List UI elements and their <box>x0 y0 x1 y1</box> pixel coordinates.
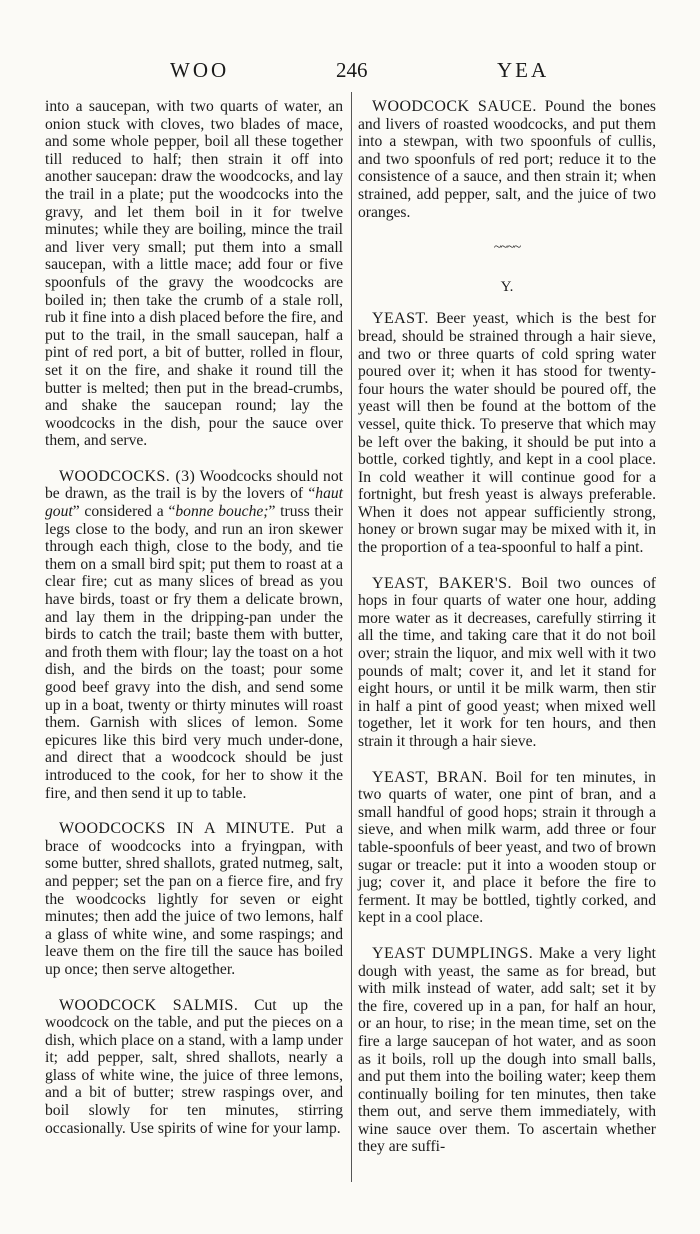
section-letter: Y. <box>500 278 514 295</box>
header-left-guideword: WOO <box>170 58 230 82</box>
header-right-guideword: YEA <box>497 58 550 82</box>
recipe-heading: WOODCOCK SAUCE. <box>372 98 537 115</box>
recipe-heading: YEAST DUMPLINGS. <box>372 944 534 962</box>
ornamental-divider: ~~~~ <box>493 240 521 256</box>
page-number: 246 <box>336 58 368 82</box>
recipe-heading: YEAST, BRAN. <box>372 768 488 786</box>
recipe-continuation: into a saucepan, with two quarts of water, an onion stuck with cloves, two blades of mace, and some whole pepper, boil all these together till reduced to half; then strain it off into another saucepan: draw the woodcocks, and lay the trail in a plate; put the woodcocks into the gravy, and let them boil in it for twelve minutes; while they are boiling, mince the trail and liver very small; put them into a small saucepan, with a little mace; add four or five spoonfuls of the gravy the woodcocks are boiled in; then take the crumb of a stale roll, rub it fine into a dish placed before the fire, and put to the trail, in the small saucepan, half a pint of red port, a bit of butter, rolled in flour, set it on the fire, and shake it round till the butter is melted; then put in the bread-crumbs, and shake the saucepan round; lay the woodcocks in the dish, pour the sauce over them, and serve. <box>45 98 343 450</box>
recipe-woodcocks-3: WOODCOCKS. (3) Woodcocks should not be drawn, as the trail is by the lovers of “haut gout” considered a “bonne bouche;” truss their legs close to the body, and run an iron skewer through each thigh, close to the body, and tie them on a small bird spit; put them to roast at a clear fire; cut as many slices of bread as you have birds, toast or fry them a delicate brown, and lay them in the dripping-pan under the birds to catch the trail; baste them with butter, and froth them with flour; lay the toast on a hot dish, and the birds on the toast; pour some good beef gravy into the dish, and send some up in a boat, twenty or thirty minutes will roast them. Garnish with slices of lemon. Some epicures like this bird very much under-done, and direct that a woodcock should be just introduced to the cook, for her to show it the fire, and then send it up to table. <box>45 467 343 802</box>
recipe-yeast-bran: YEAST, BRAN. Boil for ten minutes, in two quarts of water, one pint of bran, and a small handful of good hops; strain it through a sieve, and when milk warm, add three or four table-spoonfuls of beer yeast, and two of brown sugar or treacle: put it into a wooden stoup or jug; cover it, and place it before the fire to ferment. It may be bottled, tightly corked, and kept in a cool place. <box>358 768 656 927</box>
recipe-yeast-bakers: YEAST, BAKER'S. Boil two ounces of hops in four quarts of water one hour, adding more water as it decreases, carefully stirring it all the time, and taking care that it do not boil over; strain the liquor, and mix well with it two pounds of malt; cover it, and let it stand for eight hours, or until it be milk warm, then stir in half a pint of good yeast; when mixed well together, let it work for ten hours, and then strain it through a hair sieve. <box>358 574 657 750</box>
recipe-woodcocks-in-a-minute: WOODCOCKS IN A MINUTE. Put a brace of woodcocks into a fryingpan, with some butter, shred shallots, grated nutmeg, salt, and pepper; set the pan on a fierce fire, and fry the woodcocks lightly for seven or eight minutes; then add the juice of two lemons, half a glass of white wine, and some raspings; and leave them on the fire till the sauce has boiled up once; then serve altogether. <box>45 820 343 978</box>
running-header <box>0 58 700 88</box>
recipe-heading: YEAST. <box>372 310 429 328</box>
left-column <box>45 98 343 1155</box>
recipe-yeast-dumplings: YEAST DUMPLINGS. Make a very light dough with yeast, the same as for bread, but with milk instead of water, add salt; set it by the fire, covered up in a pan, for half an hour, or an hour, to rise; in the mean time, set on the fire a large saucepan of hot water, and as soon as it boils, roll up the dough into small balls, and put them into the boiling water; keep them continually boiling for ten minutes, then take them out, and serve them immediately, with wine sauce over them. To ascertain whether they are suffi- <box>358 944 656 1156</box>
recipe-heading: WOODCOCK SALMIS. <box>59 996 239 1014</box>
right-column <box>358 98 656 1174</box>
recipe-yeast: YEAST. Beer yeast, which is the best for bread, should be strained through a hair sieve, and two or three quarts of cold spring water poured over it; when it has stood for twenty-four hours the water should be poured off, the yeast will then be found at the bottom of the vessel, quite thick. To preserve that which may be left over the baking, it should be put into a bottle, corked tightly, and kept in a cool place. In cold weather it will continue good for a fortnight, but fresh yeast is always preferable. When it does not appear sufficiently strong, honey or brown sugar may be mixed with it, in the proportion of a tea-spoonful to half a pint. <box>358 310 656 557</box>
recipe-woodcock-salmis: WOODCOCK SALMIS. Cut up the woodcock on the table, and put the pieces on a dish, which place on a stand, with a lamp under it; add pepper, salt, shred shallots, nearly a glass of white wine, the juice of three lemons, and a bit of butter; strew raspings over, and boil slowly for ten minutes, stirring occasionally. Use spirits of wine for your lamp. <box>45 996 343 1137</box>
recipe-heading: WOODCOCKS. (3) <box>59 467 196 485</box>
recipe-woodcock-sauce: WOODCOCK SAUCE. Pound the bones and livers of roasted woodcocks, and put them into a stewpan, with two spoonfuls of cullis, and two spoonfuls of red port; reduce it to the consistence of a sauce, and then strain it; when strained, add pepper, salt, and the juice of two oranges. <box>358 98 657 221</box>
recipe-heading: WOODCOCKS IN A MINUTE. <box>59 820 295 838</box>
column-divider <box>351 92 352 1182</box>
recipe-heading: YEAST, BAKER'S. <box>372 574 512 592</box>
